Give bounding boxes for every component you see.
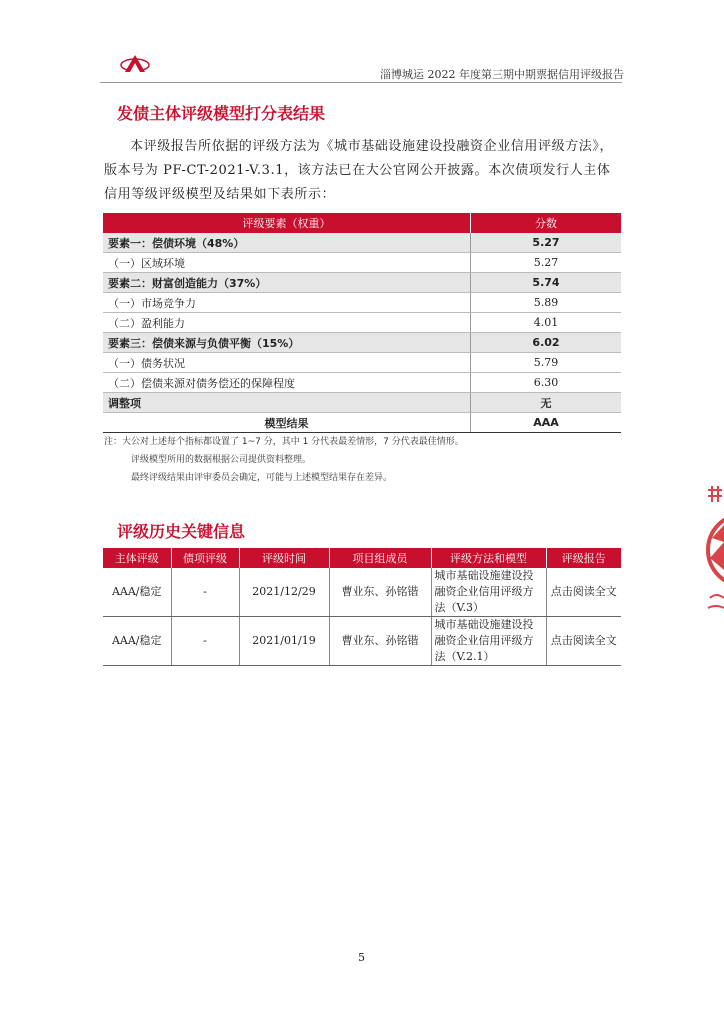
read-report-link[interactable]: 点击阅读全文 <box>546 617 621 666</box>
header-divider <box>100 82 622 83</box>
header-bond-rating: 债项评级 <box>171 548 239 568</box>
rating-date: 2021/01/19 <box>239 617 329 666</box>
score-header-score: 分数 <box>471 213 622 233</box>
issuer-rating: AAA/稳定 <box>103 617 171 666</box>
bond-rating: - <box>171 568 239 617</box>
model-result-label: 模型结果 <box>103 413 471 433</box>
factor-score: 5.79 <box>471 353 622 373</box>
note-line: 最终评级结果由评审委员会确定，可能与上述模型结果存在差异。 <box>131 473 393 483</box>
table-row <box>103 233 621 253</box>
score-header-factor: 评级要素（权重） <box>103 213 471 233</box>
team-members: 曹业东、孙铭锴 <box>329 617 431 666</box>
seal-stamp <box>704 480 724 630</box>
bond-rating: - <box>171 617 239 666</box>
read-report-link[interactable]: 点击阅读全文 <box>546 568 621 617</box>
section-title-rating-history: 评级历史关键信息 <box>117 522 246 541</box>
table-row <box>103 393 621 413</box>
history-table-header <box>103 548 621 568</box>
table-row <box>103 373 621 393</box>
note-line: 评级模型所用的数据根据公司提供资料整理。 <box>131 455 312 465</box>
table-row <box>103 293 621 313</box>
factor-score: 6.30 <box>471 373 622 393</box>
header-issuer-rating: 主体评级 <box>103 548 171 568</box>
factor-score: 无 <box>471 393 622 413</box>
issuer-rating: AAA/稳定 <box>103 568 171 617</box>
factor-label: （一）市场竞争力 <box>103 293 471 313</box>
table-row <box>103 253 621 273</box>
intro-paragraph <box>104 135 622 207</box>
factor-label: 要素二：财富创造能力（37%） <box>103 273 471 293</box>
factor-label: 要素一：偿债环境（48%） <box>103 233 471 253</box>
factor-label: 调整项 <box>103 393 471 413</box>
factor-score: 6.02 <box>471 333 622 353</box>
factor-score: 5.74 <box>471 273 622 293</box>
factor-label: （一）债务状况 <box>103 353 471 373</box>
model-result-value: AAA <box>471 413 622 433</box>
table-row <box>103 333 621 353</box>
factor-label: （二）偿债来源对债务偿还的保障程度 <box>103 373 471 393</box>
report-header-title: 淄博城运 2022 年度第三期中期票据信用评级报告 <box>380 68 624 81</box>
table-row <box>103 617 621 666</box>
table-row <box>103 353 621 373</box>
model-result-row <box>103 413 621 433</box>
score-table <box>103 213 621 433</box>
factor-label: 要素三：偿债来源与负债平衡（15%） <box>103 333 471 353</box>
table-row <box>103 273 621 293</box>
factor-score: 4.01 <box>471 313 622 333</box>
intro-text: 本评级报告所依据的评级方法为《城市基础设施建设投融资企业信用评级方法》，版本号为 PF-CT-2021-V.3.1，该方法已在大公官网公开披露。本次债项发行人主体信用等级评级模型及结果如下表所示： <box>104 139 614 202</box>
rating-method: 城市基础设施建设投融资企业信用评级方法（V.2.1） <box>431 617 546 666</box>
rating-history-table <box>103 548 621 666</box>
section-title-model-score: 发债主体评级模型打分表结果 <box>117 104 326 123</box>
factor-score: 5.27 <box>471 253 622 273</box>
header-method-model: 评级方法和模型 <box>431 548 546 568</box>
factor-label: （二）盈利能力 <box>103 313 471 333</box>
factor-label: （一）区域环境 <box>103 253 471 273</box>
score-table-header <box>103 213 621 233</box>
rating-date: 2021/12/29 <box>239 568 329 617</box>
rating-method: 城市基础设施建设投融资企业信用评级方法（V.3） <box>431 568 546 617</box>
page-number: 5 <box>358 951 365 964</box>
note-line: 注：大公对上述每个指标都设置了 1~7 分，其中 1 分代表最差情形，7 分代表最佳情形。 <box>104 437 464 447</box>
header-rating-date: 评级时间 <box>239 548 329 568</box>
header-team-members: 项目组成员 <box>329 548 431 568</box>
table-row <box>103 568 621 617</box>
factor-score: 5.89 <box>471 293 622 313</box>
table-row <box>103 313 621 333</box>
factor-score: 5.27 <box>471 233 622 253</box>
team-members: 曹业东、孙铭锴 <box>329 568 431 617</box>
company-logo <box>120 52 150 76</box>
table-notes <box>104 433 464 487</box>
header-rating-report: 评级报告 <box>546 548 621 568</box>
